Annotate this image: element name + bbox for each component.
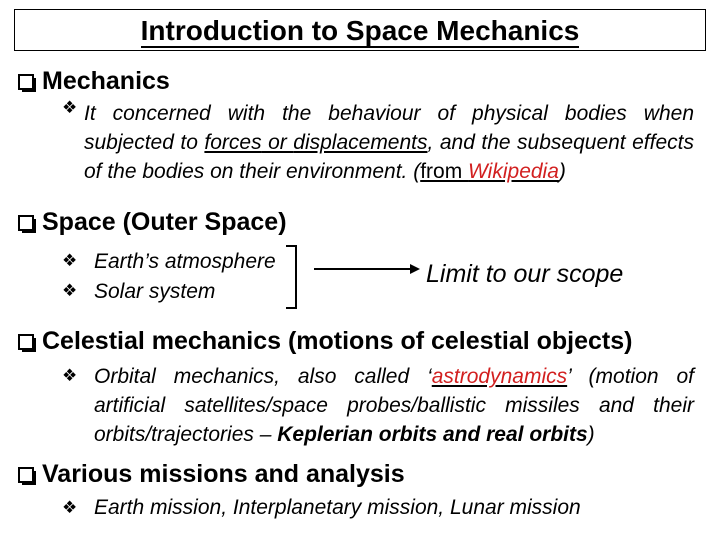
celestial-definition: Orbital mechanics, also called ‘astrodynamics’ (motion of artificial satellites/space probes/ballistic missiles and their orbits/trajectories – Keplerian orbits and real orbits) (94, 365, 694, 446)
scope-label: Limit to our scope (426, 260, 624, 288)
arrow-right-icon (410, 264, 420, 274)
diamond-bullet-icon: ❖ (62, 98, 78, 117)
or-text: or (261, 131, 294, 154)
section-heading-space: Space (Outer Space) (18, 207, 287, 237)
diamond-bullet-icon: ❖ (62, 281, 78, 300)
section-heading-mechanics: Mechanics (18, 66, 170, 96)
astrodynamics-link[interactable]: astrodynamics (431, 365, 568, 388)
space-item-solar-system: Solar system (94, 280, 216, 303)
section-heading-missions: Various missions and analysis (18, 459, 405, 489)
mechanics-definition: It concerned with the behaviour of physical bodies when subjected to forces or displacements, and the subsequent effects of the bodies on their environment. (from Wikipedia) (84, 102, 694, 183)
checkbox-bullet-icon (18, 334, 34, 350)
from-text: from (420, 160, 469, 183)
diamond-bullet-icon: ❖ (62, 366, 78, 385)
space-item-atmosphere: Earth’s atmosphere (94, 250, 276, 273)
page-title: Introduction to Space Mechanics (140, 15, 580, 46)
forces-link[interactable]: forces (204, 131, 262, 154)
checkbox-bullet-icon (18, 74, 34, 90)
section-heading-celestial: Celestial mechanics (motions of celestial objects) (18, 326, 632, 356)
diamond-bullet-icon: ❖ (62, 251, 78, 270)
diamond-bullet-icon: ❖ (62, 498, 78, 517)
wikipedia-link[interactable]: Wikipedia (468, 160, 559, 183)
bracket-arrow-graphic (284, 244, 424, 312)
right-bracket-icon (286, 246, 296, 308)
missions-item: Earth mission, Interplanetary mission, Lunar mission (94, 496, 581, 519)
keplerian-text: Keplerian orbits and real orbits (277, 423, 588, 446)
checkbox-bullet-icon (18, 215, 34, 231)
displacements-link[interactable]: displacements (293, 131, 428, 154)
title-box (14, 9, 706, 51)
checkbox-bullet-icon (18, 467, 34, 483)
